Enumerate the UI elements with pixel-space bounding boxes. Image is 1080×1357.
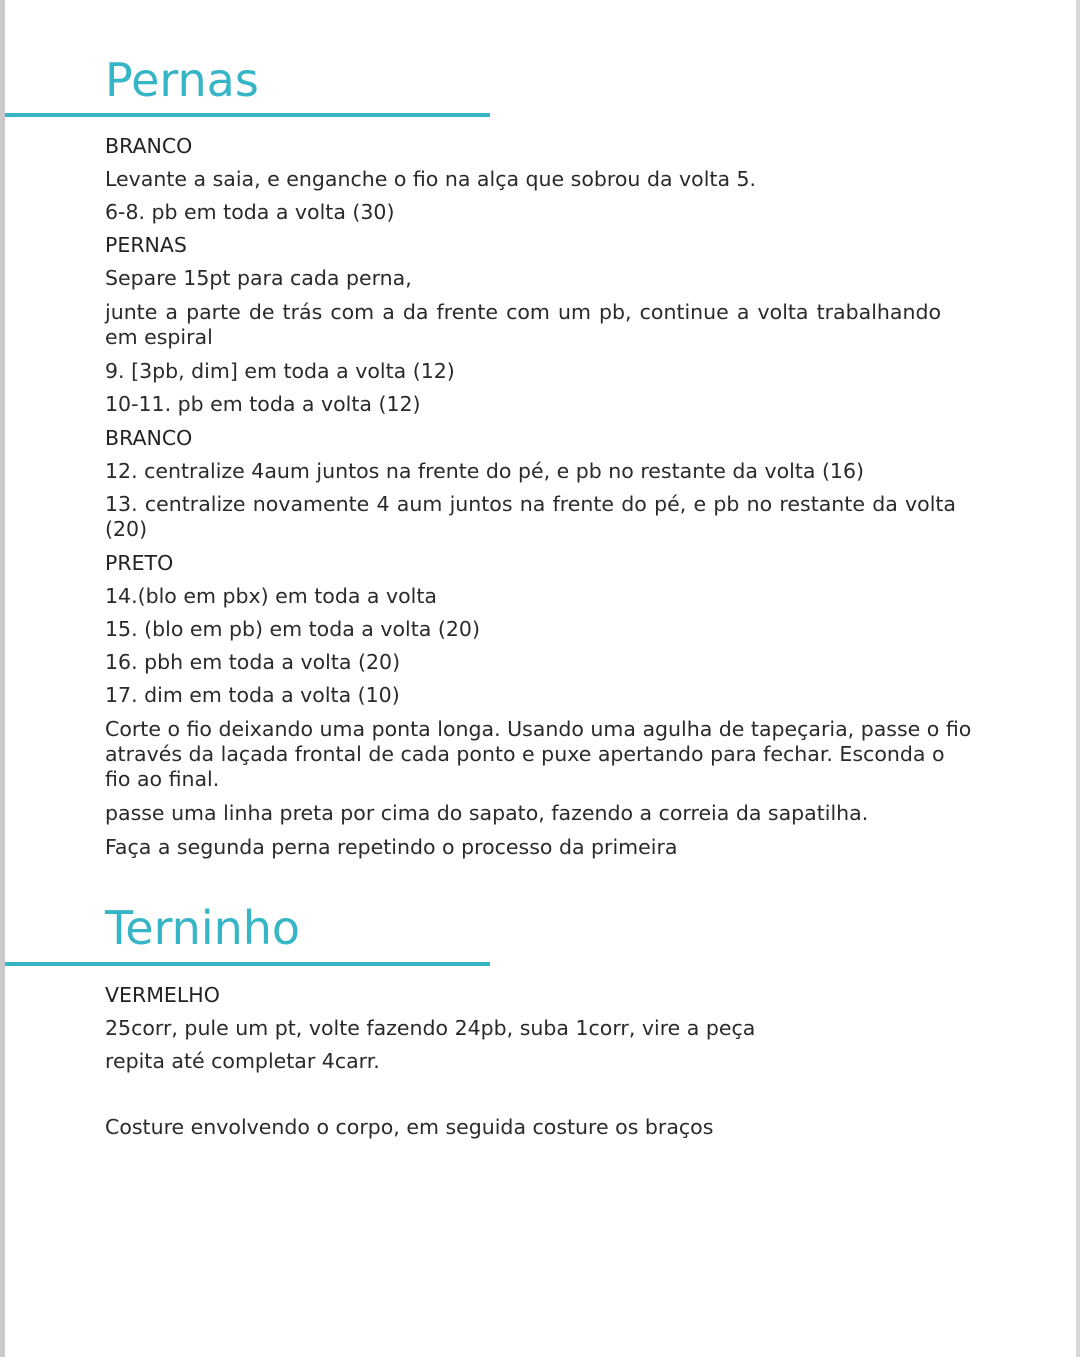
instruction-line: 15. (blo em pb) em toda a volta (20) — [105, 617, 480, 641]
page-left-edge — [0, 0, 5, 1357]
section-title-terninho: Terninho — [105, 901, 301, 955]
instruction-line: Levante a saia, e enganche o fio na alça que sobrou da volta 5. — [105, 167, 757, 191]
instruction-paragraph: junte a parte de trás com a da frente com um pb, continue a volta trabalhando em espiral — [105, 300, 941, 349]
instruction-line: 16. pbh em toda a volta (20) — [105, 650, 401, 674]
instruction-line: passe uma linha preta por cima do sapato, fazendo a correia da sapatilha. — [105, 801, 869, 825]
instruction-line: 14.(blo em pbx) em toda a volta — [105, 584, 437, 608]
instruction-line: 6-8. pb em toda a volta (30) — [105, 200, 395, 224]
instruction-line: Costure envolvendo o corpo, em seguida costure os braços — [105, 1115, 714, 1139]
section-title-pernas: Pernas — [105, 53, 259, 107]
instruction-line: 17. dim em toda a volta (10) — [105, 683, 400, 707]
instruction-paragraph: 13. centralize novamente 4 aum juntos na frente do pé, e pb no restante da volta (20) — [105, 492, 956, 541]
color-label-preto: PRETO — [105, 551, 174, 575]
section-divider-terninho — [5, 962, 490, 966]
instruction-line: 10-11. pb em toda a volta (12) — [105, 392, 421, 416]
instruction-line: Faça a segunda perna repetindo o processo da primeira — [105, 835, 678, 859]
sub-heading-pernas: PERNAS — [105, 233, 187, 257]
instruction-line: 9. [3pb, dim] em toda a volta (12) — [105, 359, 455, 383]
color-label-vermelho: VERMELHO — [105, 983, 220, 1007]
section-divider-pernas — [5, 113, 490, 117]
instruction-line: 25corr, pule um pt, volte fazendo 24pb, suba 1corr, vire a peça — [105, 1016, 756, 1040]
color-label-branco: BRANCO — [105, 134, 193, 158]
page-right-edge — [1076, 0, 1080, 1357]
instruction-line: 12. centralize 4aum juntos na frente do pé, e pb no restante da volta (16) — [105, 459, 865, 483]
color-label-branco: BRANCO — [105, 426, 193, 450]
instruction-line: repita até completar 4carr. — [105, 1049, 380, 1073]
instruction-paragraph: Corte o fio deixando uma ponta longa. Usando uma agulha de tapeçaria, passe o fio através da laçada frontal de cada ponto e puxe apertando para fechar. Esconda o fio ao final. — [105, 717, 972, 791]
instruction-line: Separe 15pt para cada perna, — [105, 266, 412, 290]
